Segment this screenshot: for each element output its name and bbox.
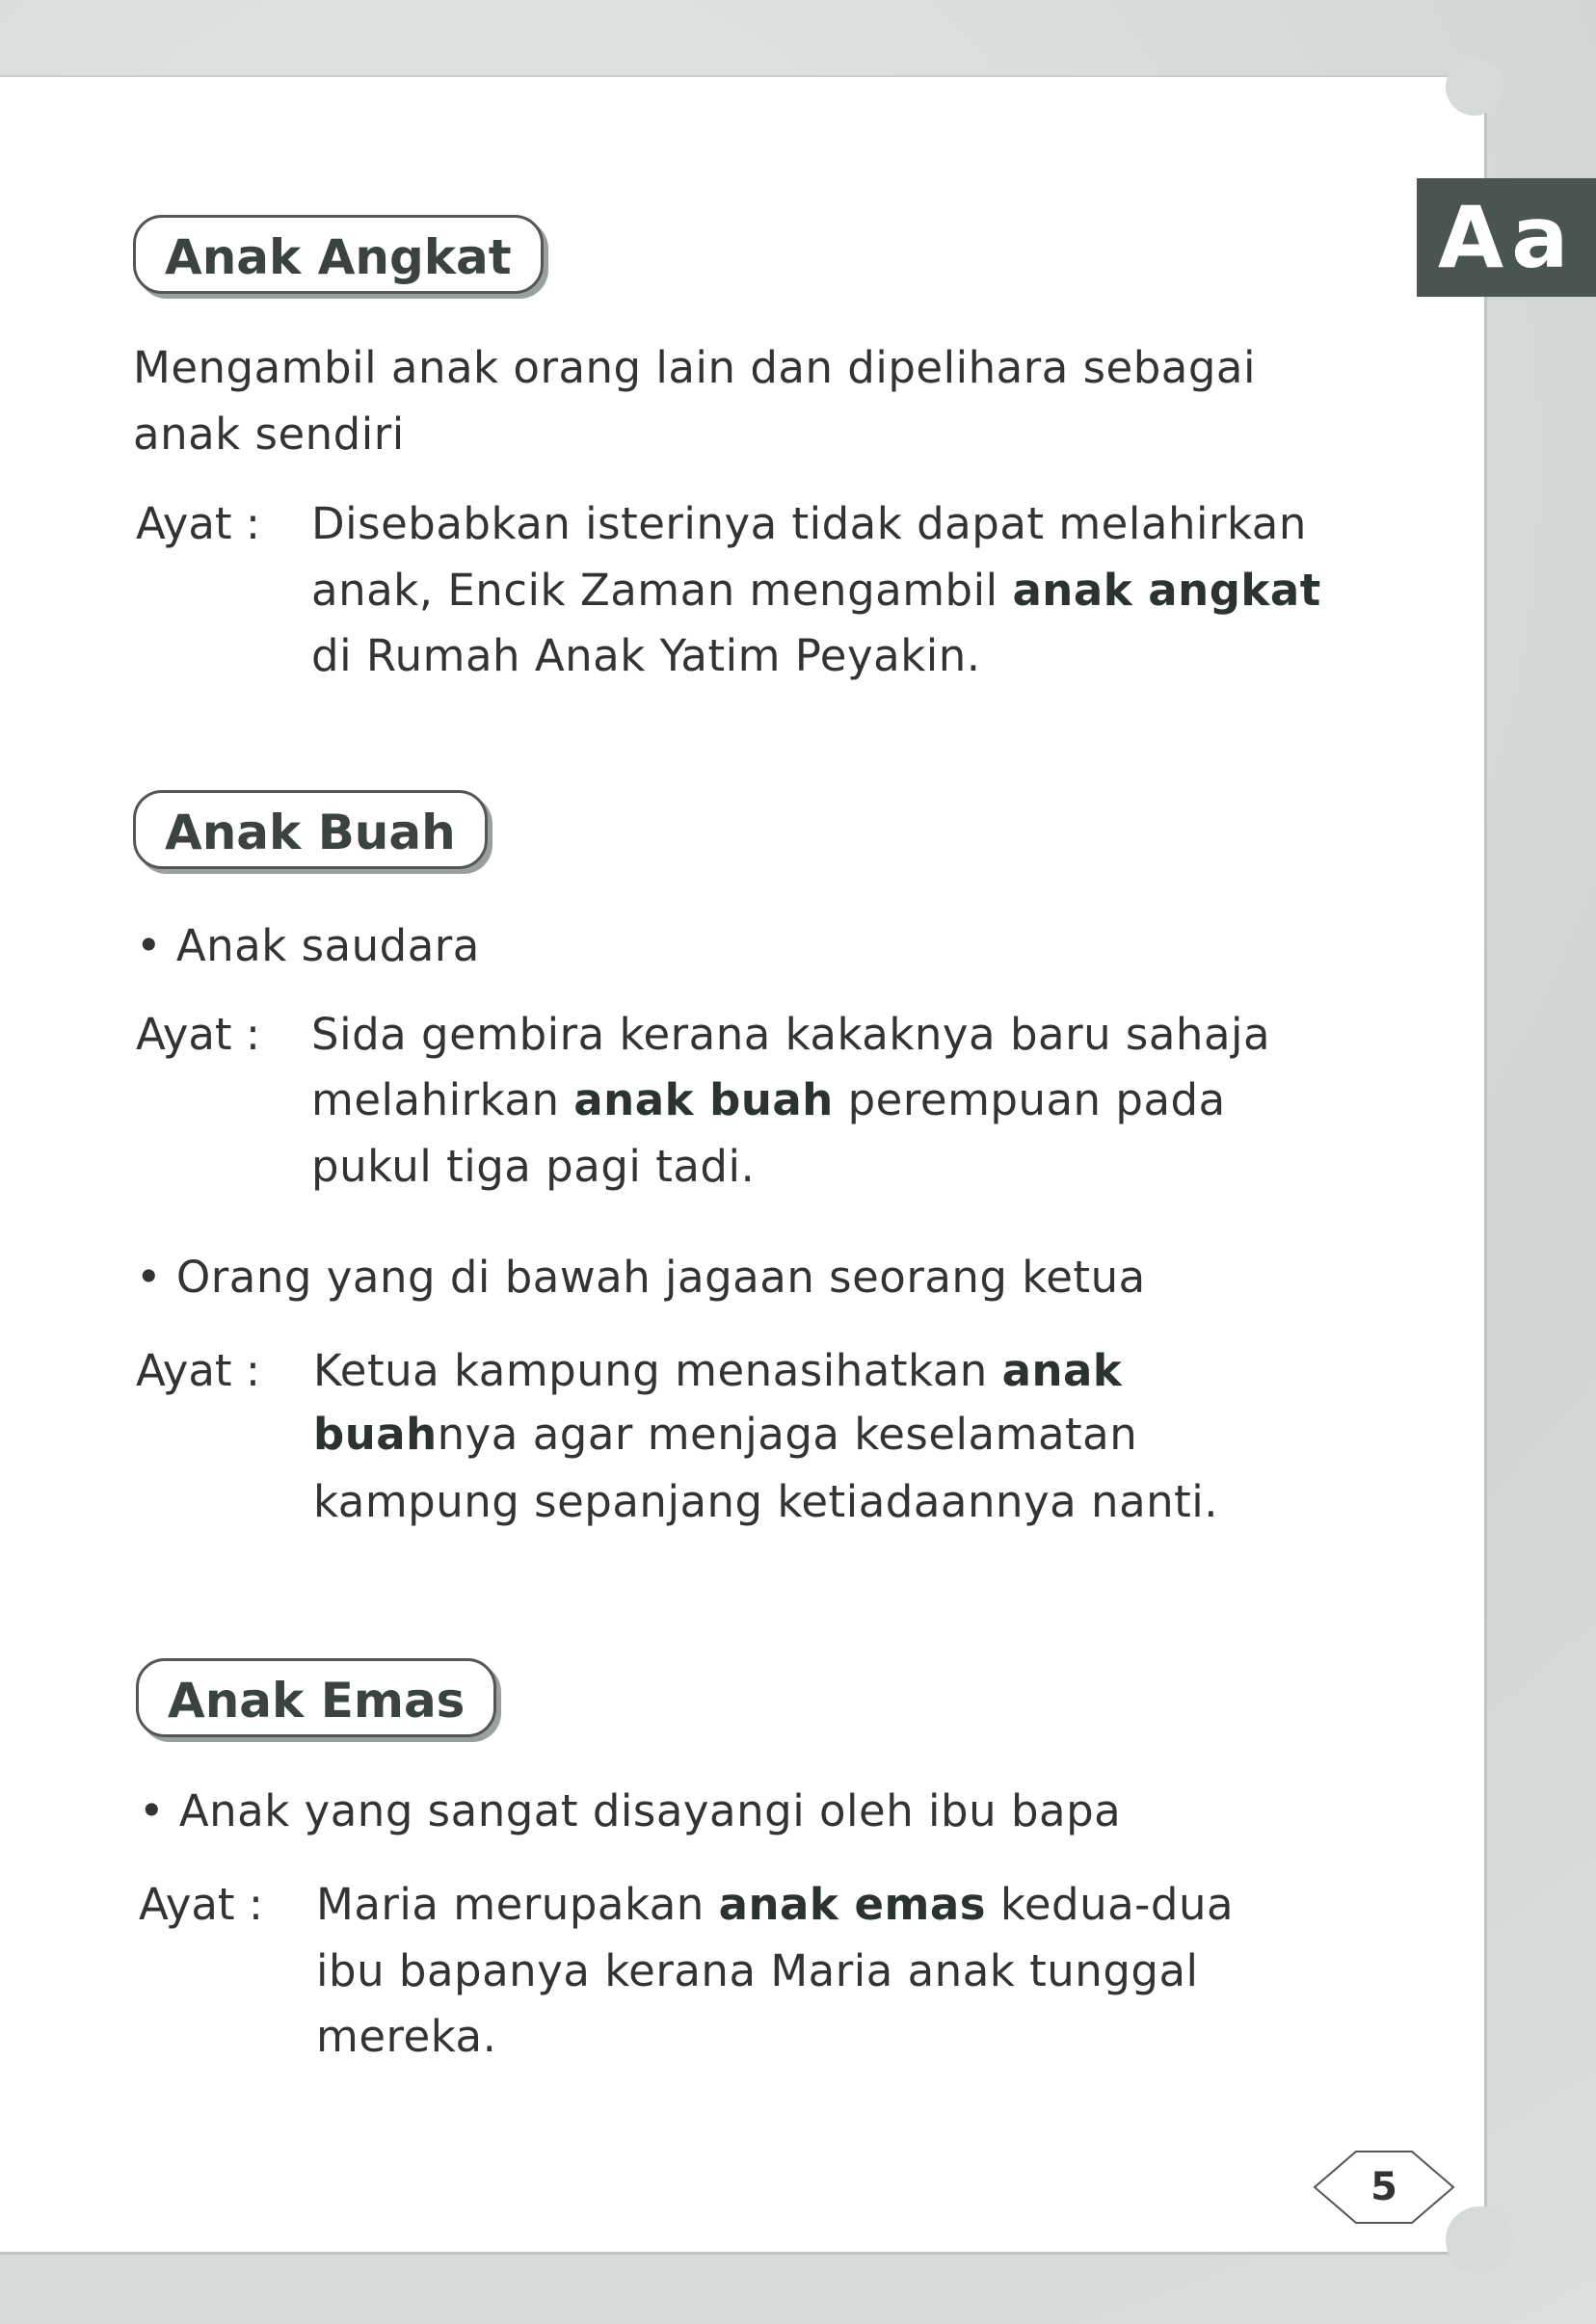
entry-title: Anak Angkat	[133, 215, 544, 294]
example-line: buahnya agar menjaga keselamatan	[313, 1409, 1138, 1460]
keyword: anak buah	[573, 1074, 834, 1125]
keyword: anak angkat	[1012, 565, 1321, 616]
keyword: anak	[1001, 1345, 1123, 1396]
keyword: buah	[313, 1409, 438, 1460]
ayat-label: Ayat :	[136, 1345, 261, 1396]
entry-title: Anak Buah	[133, 790, 488, 869]
corner-notch	[1446, 58, 1503, 116]
definition-line: Mengambil anak orang lain dan dipelihara sebagai	[133, 342, 1256, 393]
entry-title: Anak Emas	[136, 1658, 496, 1737]
keyword: anak emas	[718, 1879, 987, 1930]
example-line: mereka.	[316, 2011, 497, 2062]
ayat-label: Ayat :	[136, 498, 261, 549]
example-line: di Rumah Anak Yatim Peyakin.	[311, 630, 981, 681]
example-line: kampung sepanjang ketiadaannya nanti.	[313, 1476, 1219, 1527]
example-line: pukul tiga pagi tadi.	[311, 1141, 756, 1192]
sense-bullet: • Anak saudara	[136, 920, 480, 971]
page-number	[1313, 2150, 1455, 2225]
example-line: ibu bapanya kerana Maria anak tunggal	[316, 1945, 1199, 1996]
corner-notch	[1446, 2206, 1513, 2274]
definition-line: anak sendiri	[133, 409, 405, 460]
example-line: anak, Encik Zaman mengambil anak angkat	[311, 565, 1321, 616]
example-line: melahirkan anak buah perempuan pada	[311, 1074, 1226, 1125]
example-line: Disebabkan isterinya tidak dapat melahirkan	[311, 498, 1307, 549]
sense-bullet: • Anak yang sangat disayangi oleh ibu bapa	[139, 1785, 1122, 1836]
ayat-label: Ayat :	[139, 1879, 264, 1930]
example-line: Sida gembira kerana kakaknya baru sahaja	[311, 1009, 1271, 1060]
example-line: Ketua kampung menasihatkan anak	[313, 1345, 1123, 1396]
sense-bullet: • Orang yang di bawah jagaan seorang ketua	[136, 1252, 1146, 1303]
letter-tab: Aa	[1417, 178, 1596, 297]
page-number-text: 5	[1370, 2165, 1397, 2209]
example-line: Maria merupakan anak emas kedua-dua	[316, 1879, 1235, 1930]
ayat-label: Ayat :	[136, 1009, 261, 1060]
